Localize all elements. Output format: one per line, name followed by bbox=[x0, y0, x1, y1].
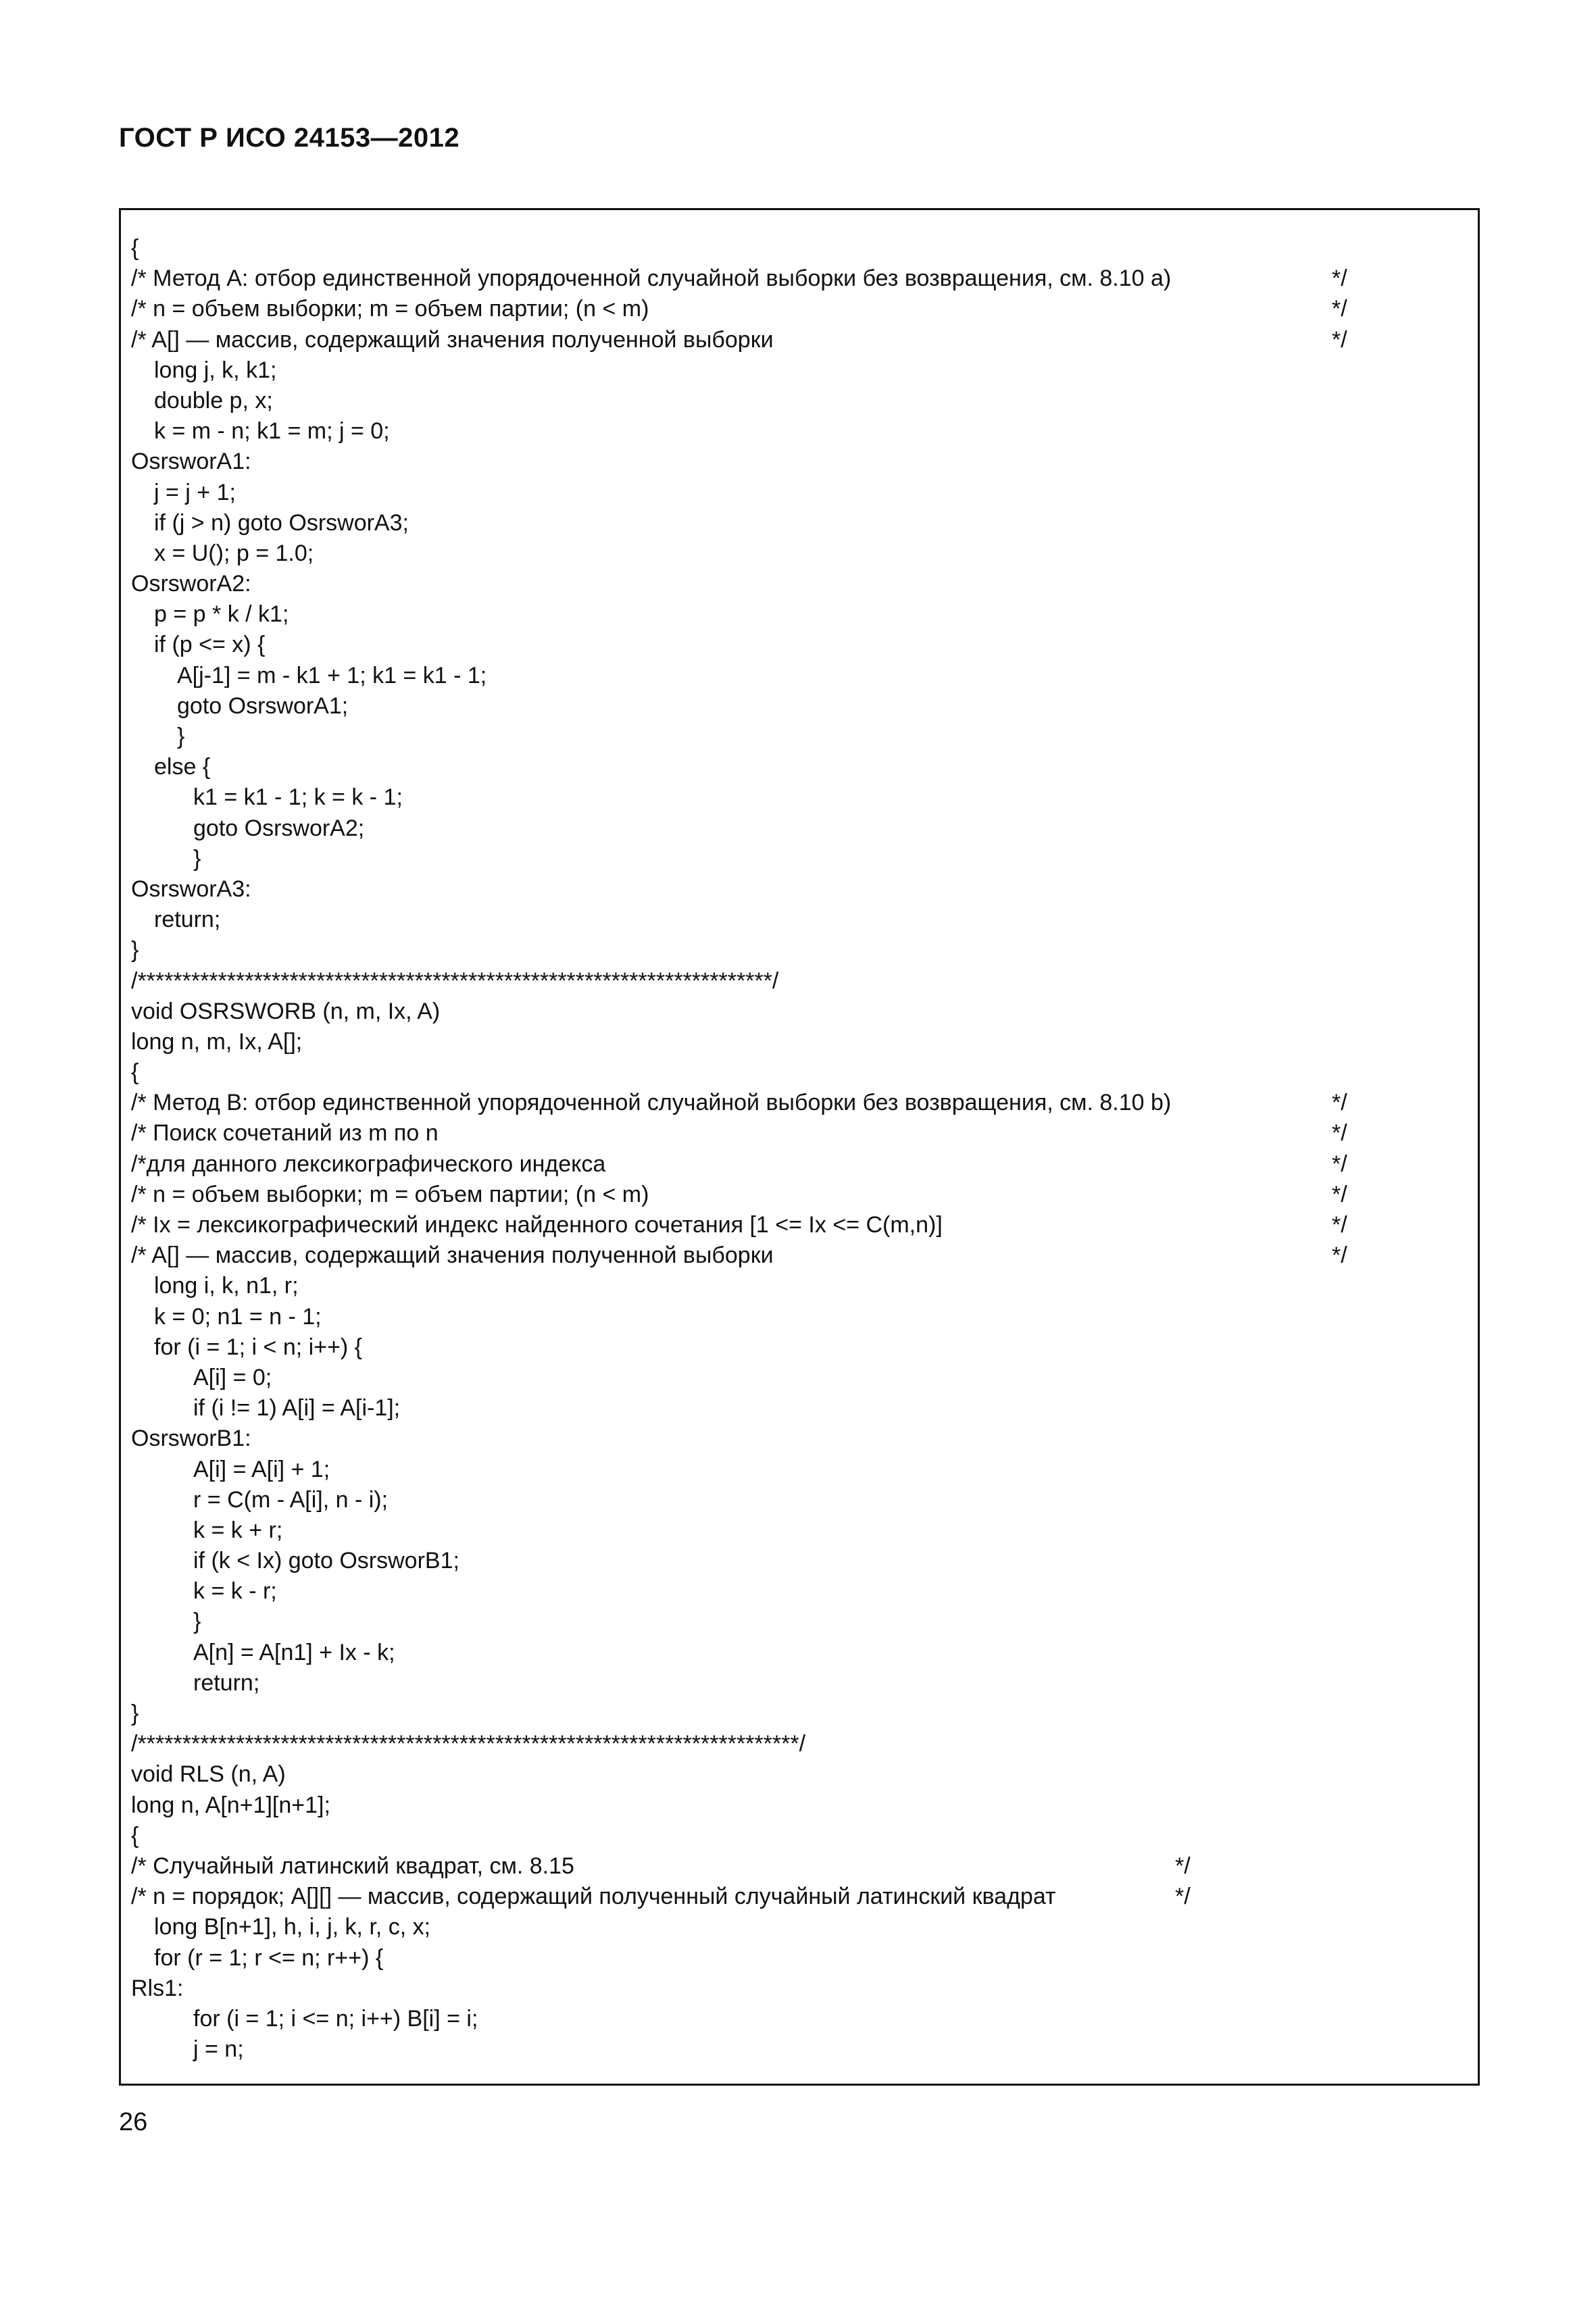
code-line bbox=[131, 2034, 1468, 2065]
code-line-text: /* A[] — массив, содержащий значения полученной выборки bbox=[131, 326, 774, 353]
code-line-text: /* n = объем выборки; m = объем партии; (n < m) bbox=[131, 296, 649, 322]
code-line bbox=[131, 1424, 1468, 1454]
code-line bbox=[131, 1088, 1468, 1118]
code-line-text: long n, A[n+1][n+1]; bbox=[131, 1792, 330, 1818]
code-line bbox=[131, 386, 1468, 416]
code-line bbox=[131, 1149, 1468, 1180]
code-line-text: { bbox=[131, 1059, 139, 1086]
code-line-text: OsrsworA1: bbox=[131, 449, 251, 475]
code-line-text: /* Ix = лексикографический индекс найденного сочетания [1 <= Ix <= C(m,n)] bbox=[131, 1212, 943, 1238]
code-line-text: long i, k, n1, r; bbox=[154, 1273, 299, 1299]
code-line bbox=[131, 416, 1468, 447]
code-line bbox=[131, 1699, 1468, 1729]
code-line bbox=[131, 508, 1468, 538]
code-line bbox=[131, 1393, 1468, 1424]
code-line bbox=[131, 2004, 1468, 2034]
code-line-text: void RLS (n, A) bbox=[131, 1761, 286, 1788]
code-line bbox=[131, 1455, 1468, 1485]
code-line-text: goto OsrsworA2; bbox=[193, 815, 365, 841]
code-line bbox=[131, 874, 1468, 905]
code-line-text: OsrsworA3: bbox=[131, 876, 251, 902]
code-line-text: /* Метод A: отбор единственной упорядоченной случайной выборки без возвращения, см. 8.10 a) bbox=[131, 266, 1172, 292]
code-listing-box bbox=[119, 208, 1480, 2086]
comment-end-marker: */ bbox=[1332, 1242, 1347, 1269]
code-line-text: p = p * k / k1; bbox=[154, 601, 289, 628]
code-line bbox=[131, 966, 1468, 997]
code-line-text: void OSRSWORB (n, m, Ix, A) bbox=[131, 998, 441, 1024]
code-line bbox=[131, 1118, 1468, 1149]
code-line bbox=[131, 1332, 1468, 1363]
code-line bbox=[131, 1943, 1468, 1973]
code-line bbox=[131, 1240, 1468, 1271]
code-line-text: A[j-1] = m - k1 + 1; k1 = k1 - 1; bbox=[177, 662, 487, 688]
code-line-text: Rls1: bbox=[131, 1975, 184, 2001]
code-line bbox=[131, 325, 1468, 355]
code-line bbox=[131, 661, 1468, 691]
code-line bbox=[131, 752, 1468, 782]
code-line-text: k1 = k1 - 1; k = k - 1; bbox=[193, 784, 403, 811]
code-line bbox=[131, 722, 1468, 752]
page-number: 26 bbox=[119, 2108, 148, 2136]
code-line bbox=[131, 1912, 1468, 1942]
code-line-text: { bbox=[131, 1822, 139, 1848]
code-line bbox=[131, 1576, 1468, 1607]
code-line bbox=[131, 997, 1468, 1027]
code-line bbox=[131, 935, 1468, 965]
code-line bbox=[131, 294, 1468, 324]
code-line bbox=[131, 1546, 1468, 1576]
code-line bbox=[131, 1973, 1468, 2004]
code-line-text: double p, x; bbox=[154, 387, 273, 413]
code-line-text: long n, m, Ix, A[]; bbox=[131, 1028, 303, 1055]
code-line-text: } bbox=[131, 1701, 139, 1726]
code-line-text: /* n = объем выборки; m = объем партии; (n < m) bbox=[131, 1181, 649, 1207]
code-line-text: goto OsrsworA1; bbox=[177, 693, 349, 719]
comment-end-marker: */ bbox=[1332, 1120, 1347, 1147]
code-line bbox=[131, 478, 1468, 508]
code-line bbox=[131, 1668, 1468, 1699]
code-line-text: if (i != 1) A[i] = A[i-1]; bbox=[193, 1395, 401, 1422]
comment-end-marker: */ bbox=[1332, 1151, 1347, 1177]
code-line bbox=[131, 1057, 1468, 1088]
code-line-text: /* Поиск сочетаний из m по n bbox=[131, 1120, 439, 1147]
code-line-text: k = m - n; k1 = m; j = 0; bbox=[154, 418, 390, 445]
code-line-text: A[i] = A[i] + 1; bbox=[193, 1456, 330, 1482]
code-line bbox=[131, 1759, 1468, 1790]
code-line bbox=[131, 905, 1468, 935]
code-line-text: k = k - r; bbox=[193, 1578, 277, 1605]
code-line-text: OsrsworB1: bbox=[131, 1426, 251, 1452]
code-line-text: if (k < Ix) goto OsrsworB1; bbox=[193, 1548, 459, 1574]
code-line-text: /* Случайный латинский квадрат, см. 8.15 bbox=[131, 1853, 574, 1879]
code-line-text: } bbox=[193, 845, 201, 872]
code-line-text: } bbox=[177, 724, 185, 749]
code-line-text: if (p <= x) { bbox=[154, 632, 266, 658]
code-line-text: OsrsworA2: bbox=[131, 571, 251, 597]
code-line bbox=[131, 599, 1468, 630]
code-line-text: /*для данного лексикографического индекса bbox=[131, 1151, 606, 1177]
code-line-text: /***********************************************************************/ bbox=[131, 967, 779, 994]
code-line bbox=[131, 233, 1468, 263]
code-line bbox=[131, 1485, 1468, 1515]
comment-end-marker: */ bbox=[1332, 326, 1347, 353]
code-line bbox=[131, 355, 1468, 386]
comment-end-marker: */ bbox=[1332, 296, 1347, 322]
code-line-text: /* Метод B: отбор единственной упорядоченной случайной выборки без возвращения, см. 8.10 b) bbox=[131, 1090, 1172, 1116]
code-line-text: long B[n+1], h, i, j, k, r, c, x; bbox=[154, 1914, 431, 1940]
code-line-text: } bbox=[193, 1609, 201, 1635]
document-header: ГОСТ Р ИСО 24153—2012 bbox=[119, 123, 460, 153]
code-line-text: for (i = 1; i < n; i++) { bbox=[154, 1334, 363, 1360]
code-line bbox=[131, 844, 1468, 874]
comment-end-marker: */ bbox=[1332, 1181, 1347, 1207]
code-line-text: r = C(m - A[i], n - i); bbox=[193, 1486, 389, 1513]
code-line-text: return; bbox=[154, 907, 221, 933]
code-line bbox=[131, 782, 1468, 813]
code-line-text: return; bbox=[193, 1669, 260, 1696]
code-line bbox=[131, 1180, 1468, 1210]
code-line bbox=[131, 1363, 1468, 1393]
comment-end-marker: */ bbox=[1332, 1090, 1347, 1116]
code-line-text: { bbox=[131, 235, 139, 261]
code-line bbox=[131, 1821, 1468, 1851]
code-line bbox=[131, 569, 1468, 599]
code-line bbox=[131, 1790, 1468, 1821]
code-line-text: for (i = 1; i <= n; i++) B[i] = i; bbox=[193, 2005, 478, 2032]
code-line-text: k = k + r; bbox=[193, 1517, 283, 1543]
code-listing bbox=[131, 233, 1468, 2065]
code-line-text: A[i] = 0; bbox=[193, 1364, 272, 1390]
code-line-text: j = j + 1; bbox=[154, 479, 236, 505]
code-line bbox=[131, 1302, 1468, 1332]
code-line-text: else { bbox=[154, 754, 211, 780]
code-line bbox=[131, 1607, 1468, 1637]
code-line-text: k = 0; n1 = n - 1; bbox=[154, 1303, 322, 1330]
comment-end-marker: */ bbox=[1175, 1853, 1191, 1879]
code-line-text: if (j > n) goto OsrsworA3; bbox=[154, 509, 409, 536]
code-line bbox=[131, 691, 1468, 722]
code-line-text: /**************************************************************************/ bbox=[131, 1731, 806, 1757]
code-line bbox=[131, 1638, 1468, 1668]
code-line bbox=[131, 1729, 1468, 1759]
comment-end-marker: */ bbox=[1332, 266, 1347, 292]
comment-end-marker: */ bbox=[1175, 1884, 1191, 1910]
code-line-text: long j, k, k1; bbox=[154, 357, 277, 383]
code-line bbox=[131, 447, 1468, 477]
code-line-text: /* n = порядок; A[][] — массив, содержащий полученный случайный латинский квадрат bbox=[131, 1884, 1056, 1910]
code-line bbox=[131, 1027, 1468, 1057]
code-line bbox=[131, 1515, 1468, 1546]
code-line bbox=[131, 263, 1468, 294]
code-line bbox=[131, 1271, 1468, 1301]
comment-end-marker: */ bbox=[1332, 1212, 1347, 1238]
code-line-text: j = n; bbox=[193, 2036, 244, 2063]
code-line bbox=[131, 1210, 1468, 1240]
code-line bbox=[131, 630, 1468, 660]
code-line-text: A[n] = A[n1] + Ix - k; bbox=[193, 1639, 395, 1665]
code-line bbox=[131, 813, 1468, 844]
code-line bbox=[131, 1882, 1468, 1912]
code-line-text: x = U(); p = 1.0; bbox=[154, 540, 314, 566]
code-line-text: } bbox=[131, 937, 139, 963]
code-line bbox=[131, 1851, 1468, 1882]
code-line-text: /* A[] — массив, содержащий значения полученной выборки bbox=[131, 1242, 774, 1269]
code-line-text: for (r = 1; r <= n; r++) { bbox=[154, 1944, 384, 1971]
code-line bbox=[131, 538, 1468, 569]
